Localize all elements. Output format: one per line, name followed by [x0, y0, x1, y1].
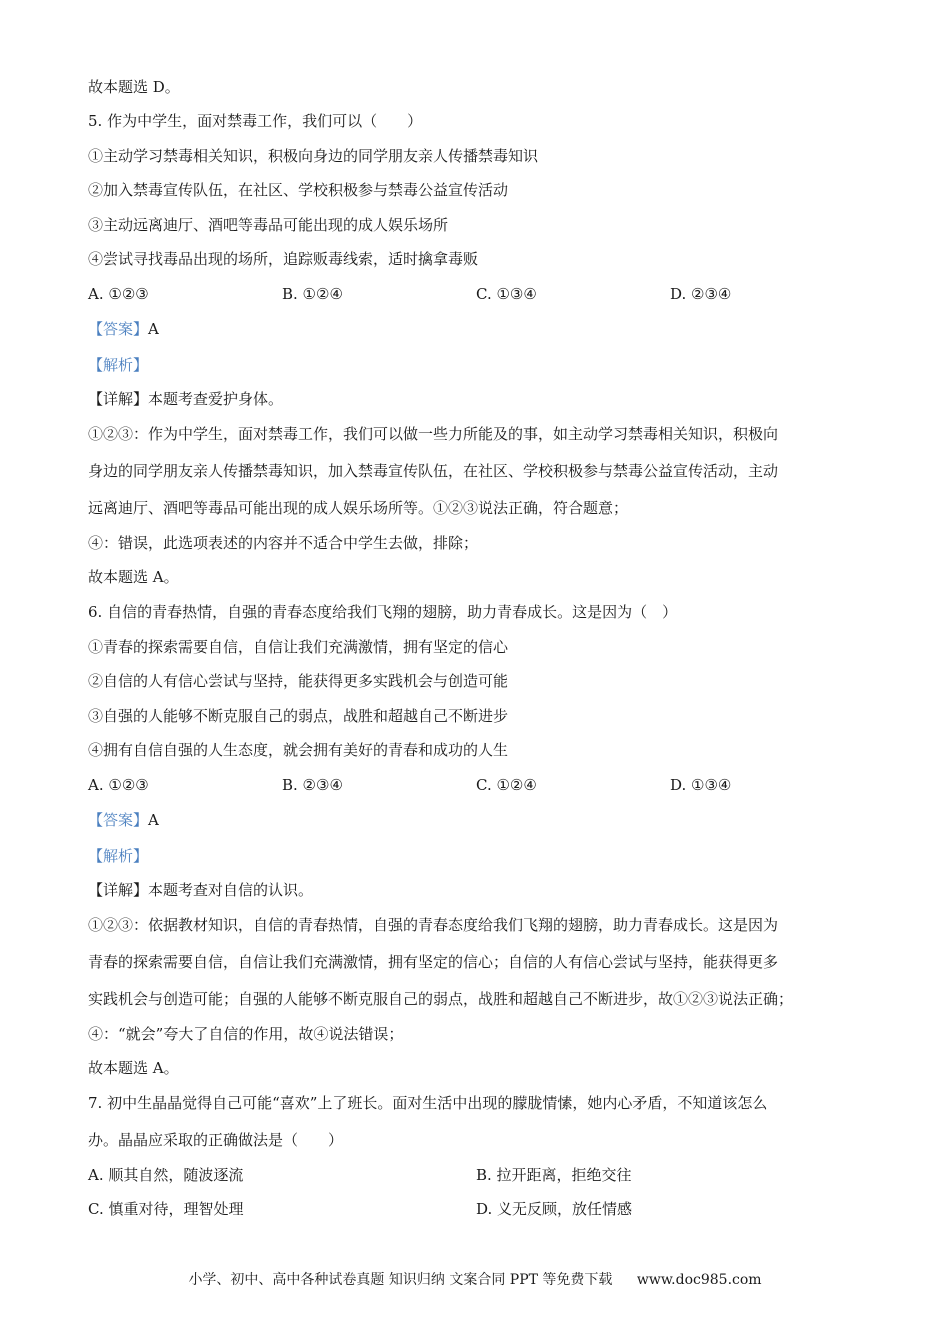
question-7-stem-2: 办。晶晶应采取的正确做法是（ ）	[88, 1131, 344, 1149]
q5-statement-4: ④尝试寻找毒品出现的场所，追踪贩毒线索，适时擒拿毒贩	[88, 250, 479, 268]
q5-statement-1: ①主动学习禁毒相关知识，积极向身边的同学朋友亲人传播禁毒知识	[88, 147, 539, 165]
q5-statement-2: ②加入禁毒宣传队伍，在社区、学校积极参与禁毒公益宣传活动	[88, 181, 509, 199]
q5-answer	[88, 319, 159, 339]
q6-statement-4: ④拥有自信自强的人生态度，就会拥有美好的青春和成功的人生	[88, 741, 509, 759]
answer-tag: 【答案】	[88, 811, 149, 829]
q6-option-a: A. ①②③	[88, 776, 149, 794]
q5-option-c: C. ①③④	[476, 285, 537, 303]
q6-statement-3: ③自强的人能够不断克服自己的弱点，战胜和超越自己不断进步	[88, 707, 509, 725]
q6-statement-1: ①青春的探索需要自信，自信让我们充满激情，拥有坚定的信心	[88, 638, 509, 656]
q5-option-b: B. ①②④	[282, 285, 343, 303]
question-7-stem-1: 7. 初中生晶晶觉得自己可能“喜欢”上了班长。面对生活中出现的朦胧情愫，她内心矛盾，不知道该怎么	[88, 1094, 768, 1112]
q7-option-a: A. 顺其自然，随波逐流	[88, 1166, 244, 1184]
q6-analysis-tag: 【解析】	[88, 847, 149, 865]
question-6-stem: 6. 自信的青春热情，自强的青春态度给我们飞翔的翅膀，助力青春成长。这是因为（ ）	[88, 603, 678, 621]
q5-statement-3: ③主动远离迪厅、酒吧等毒品可能出现的成人娱乐场所	[88, 216, 449, 234]
line-conclusion-q4: 故本题选 D。	[88, 78, 180, 96]
q6-detail-3: 青春的探索需要自信，自信让我们充满激情，拥有坚定的信心；自信的人有信心尝试与坚持，能获得更多	[88, 953, 779, 971]
q5-detail-4: 远离迪厅、酒吧等毒品可能出现的成人娱乐场所等。①②③说法正确，符合题意；	[88, 499, 629, 517]
q5-option-d: D. ②③④	[670, 285, 732, 303]
answer-value: A	[148, 811, 159, 829]
question-5-stem: 5. 作为中学生，面对禁毒工作，我们可以（ ）	[88, 112, 423, 130]
q6-detail-6: 故本题选 A。	[88, 1059, 179, 1077]
page-footer	[0, 1270, 950, 1290]
q6-answer	[88, 810, 159, 830]
q7-option-b: B. 拉开距离，拒绝交往	[476, 1166, 632, 1184]
q6-statement-2: ②自信的人有信心尝试与坚持，能获得更多实践机会与创造可能	[88, 672, 509, 690]
q7-option-c: C. 慎重对待，理智处理	[88, 1200, 244, 1218]
q6-option-c: C. ①②④	[476, 776, 537, 794]
footer-site-link[interactable]: www.doc985.com	[636, 1272, 762, 1288]
footer-text: 小学、初中、高中各种试卷真题 知识归纳 文案合同 PPT 等免费下载	[188, 1272, 613, 1288]
q5-detail-1: 【详解】本题考查爱护身体。	[88, 390, 284, 408]
q6-option-b: B. ②③④	[282, 776, 343, 794]
q5-detail-5: ④：错误，此选项表述的内容并不适合中学生去做，排除；	[88, 534, 479, 552]
q5-detail-6: 故本题选 A。	[88, 568, 179, 586]
answer-tag: 【答案】	[88, 320, 149, 338]
q7-option-d: D. 义无反顾，放任情感	[476, 1200, 633, 1218]
q5-detail-3: 身边的同学朋友亲人传播禁毒知识，加入禁毒宣传队伍，在社区、学校积极参与禁毒公益宣传活动，主动	[88, 462, 779, 480]
q6-detail-4: 实践机会与创造可能；自强的人能够不断克服自己的弱点，战胜和超越自己不断进步，故①②③说法正确；	[88, 990, 794, 1008]
q6-detail-2: ①②③：依据教材知识，自信的青春热情，自强的青春态度给我们飞翔的翅膀，助力青春成长。这是因为	[88, 916, 779, 934]
q6-detail-1: 【详解】本题考查对自信的认识。	[88, 881, 314, 899]
q5-detail-2: ①②③：作为中学生，面对禁毒工作，我们可以做一些力所能及的事，如主动学习禁毒相关知识，积极向	[88, 425, 779, 443]
q5-analysis-tag: 【解析】	[88, 356, 149, 374]
q5-option-a: A. ①②③	[88, 285, 149, 303]
answer-value: A	[148, 320, 159, 338]
q6-detail-5: ④：“就会”夸大了自信的作用，故④说法错误；	[88, 1025, 404, 1043]
q6-option-d: D. ①③④	[670, 776, 732, 794]
